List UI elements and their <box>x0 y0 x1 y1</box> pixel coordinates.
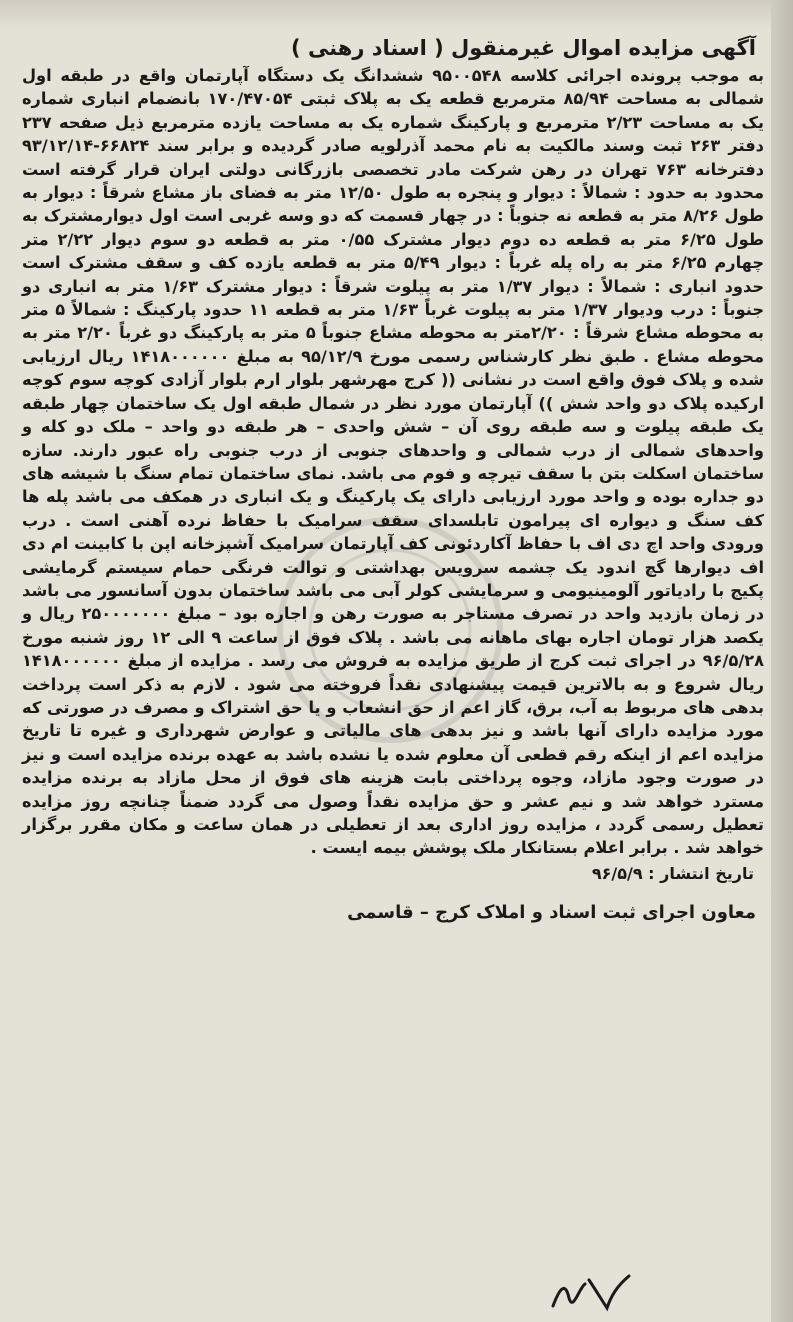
handwritten-signature-icon <box>545 1268 635 1318</box>
right-paper-edge <box>771 0 793 1322</box>
notice-title: آگهی مزایده اموال غیرمنقول ( اسناد رهنی ) <box>291 36 756 60</box>
signatory: معاون اجرای ثبت اسناد و املاک کرج – قاسمی <box>347 901 756 923</box>
top-paper-edge <box>0 0 793 30</box>
publish-date: تاریخ انتشار : ۹۶/۵/۹ <box>591 863 754 883</box>
auction-notice <box>22 34 764 926</box>
notice-body: به موجب پرونده اجرائی کلاسه ۹۵۰۰۵۴۸ ششدانگ یک دستگاه آپارتمان واقع در طبقه اول شمالی به مساحت ۸۵/۹۴ مترمربع قطعه یک به پلاک ثبتی ۱۷۰/۴۷۰۵۴ بانضمام انباری شماره یک به مساحت ۲/۲۳ مترمربع و پارکینگ شماره یک به مساحت یازده مترمربع ذیل صفحه ۲۳۷ دفتر ۲۶۳ ثبت وسند مالکیت به نام محمد آذرلویه صادر گردیده و برابر سند ۶۶۸۲۴-۹۳/۱۲/۱۴ دفترخانه ۷۶۳ تهران در رهن شرکت مادر تخصصی بازرگانی دولتی ایران قرار گرفته است محدود به حدود : شمالاً : دیوار و پنجره به طول ۱۲/۵۰ متر به فضای باز مشاع شرقاً : دیوار به طول ۸/۲۶ متر به قطعه نه جنوباً : در چهار قسمت که دو وسه غربی است اول دیوارمشترک به طول ۶/۲۵ متر به قطعه ده دوم دیوار مشترک ۰/۵۵ متر به قطعه دو سوم دیوار ۲/۲۲ متر چهارم ۶/۲۵ متر به راه پله غرباً : دیوار ۵/۴۹ متر به قطعه یازده کف و سقف مشترک است حدود انباری : شمالاً : دیوار ۱/۳۷ متر به پیلوت شرقاً : دیوار مشترک ۱/۶۳ متر به انباری دو جنوباً : درب ودیوار ۱/۳۷ متر به پیلوت غرباً ۱/۶۳ متر به قطعه ۱۱ حدود پارکینگ : شمالاً ۵ متر به محوطه مشاع شرقاً : ۲/۲۰متر به محوطه مشاع جنوباً ۵ متر به پارکینگ دو غرباً ۲/۲۰ متر به محوطه مشاع . طبق نظر کارشناس رسمی مورخ ۹۵/۱۲/۹ به مبلغ ۱۴۱۸۰۰۰۰۰۰ ریال ارزیابی شده و پلاک فوق واقع است در نشانی (( کرج مهرشهر بلوار ارم بلوار آزادی کوچه سوم کوچه ارکیده پلاک دو واحد شش )) آپارتمان مورد نظر در شمال طبقه اول یک ساختمان چهار طبقه یک طبقه پیلوت و سه طبقه روی آن – شش واحدی – هر طبقه دو واحد – ملک دو کله و واحدهای شمالی از درب شمالی و واحدهای جنوبی از درب جنوبی راه عبور دارند. سازه ساختمان اسکلت بتن با سقف تیرچه و فوم می باشد. نمای ساختمان تمام سنگ با شیشه های دو جداره بوده و واحد مورد ارزیابی دارای یک پارکینگ و یک انباری در همکف می باشد پله ها کف سنگ و دیواره ای پیرامون تابلسدای سقف سرامیک با حفاظ نرده آهنی است . درب ورودی واحد اچ دی اف با حفاظ آکاردئونی کف آپارتمان سرامیک آشپزخانه اپن با کابینت ام دی اف دیوارها گچ اندود یک چشمه سرویس بهداشتی و توالت فرنگی حمام سیستم گرمایشی پکیج با رادیاتور آلومینیومی و سرمایشی کولر آبی می باشد ساختمان بدون آسانسور می باشد در زمان بازدید واحد در تصرف مستاجر به صورت رهن و اجاره بود – مبلغ ۲۵۰۰۰۰۰۰۰ ریال و یکصد هزار تومان اجاره بهای ماهانه می باشد . پلاک فوق از ساعت ۹ الی ۱۲ روز شنبه مورخ ۹۶/۵/۲۸ در اجرای ثبت کرج از طریق مزایده به فروش می رسد . مزایده از مبلغ ۱۴۱۸۰۰۰۰۰۰ ریال شروع و به بالاترین قیمت پیشنهادی نقداً فروخته می شود . لازم به ذکر است پرداخت بدهی های مربوط به آب، برق، گاز اعم از حق انشعاب و یا حق اشتراک و مصرف در صورتی که مورد مزایده دارای آنها باشد و نیز بدهی های مالیاتی و عوارض شهرداری و غیره تا تاریخ مزایده اعم از اینکه رقم قطعی آن معلوم شده یا نشده باشد به عهده برنده مزایده است و نیز در صورت وجود مازاد، وجوه پرداختی بابت هزینه های فوق از محل مازاد به برنده مزایده مسترد خواهد شد و نیم عشر و حق مزایده نقداً وصول می گردد ضمناً چنانچه روز مزایده تعطیل رسمی گردد ، مزایده روز اداری بعد از تعطیلی در همان ساعت و مکان مقرر برگزار خواهد شد . برابر اعلام بستانکار ملک پوشش بیمه ایست . <box>22 66 765 858</box>
